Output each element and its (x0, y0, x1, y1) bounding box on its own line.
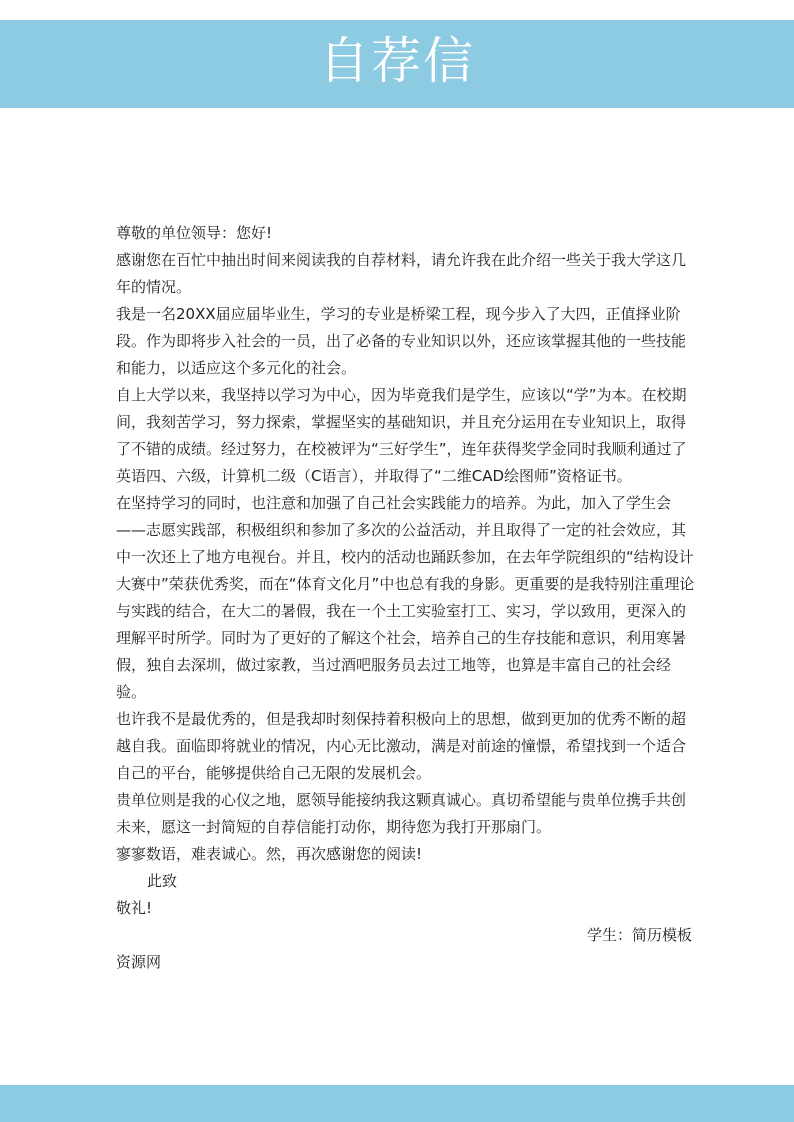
letter-closing-ci-zhi: 此致 (147, 872, 178, 890)
header-banner (0, 20, 794, 108)
letter-paragraph: 寥寥数语，难表诚心。然，再次感谢您的阅读! (116, 845, 423, 863)
page-title: 自荐信 (319, 32, 475, 90)
letter-paragraph: 感谢您在百忙中抽出时间来阅读我的自荐材料，请允许我在此介绍一些关于我大学这几年的情况。 (116, 251, 687, 296)
footer-banner (0, 1085, 794, 1122)
letter-body (116, 220, 696, 976)
letter-greeting: 尊敬的单位领导：您好! (116, 224, 273, 242)
letter-paragraph: 贵单位则是我的心仪之地，愿领导能接纳我这颗真诚心。真切希望能与贵单位携手共创未来，愿这一封简短的自荐信能打动你，期待您为我打开那扇门。 (116, 791, 687, 836)
letter-signature: 学生：简历模板 (586, 926, 692, 944)
letter-paragraph: 我是一名20XX届应届毕业生，学习的专业是桥梁工程，现今步入了大四，正值择业阶段。作为即将步入社会的一员，出了必备的专业知识以外，还应该掌握其他的一些技能和能力，以适应这个多元化的社会。 (116, 305, 687, 377)
letter-paragraph: 也许我不是最优秀的，但是我却时刻保持着积极向上的思想，做到更加的优秀不断的超越自我。面临即将就业的情况，内心无比激动，满是对前途的憧憬，希望找到一个适合自己的平台，能够提供给自己无限的发展机会。 (116, 710, 687, 782)
letter-footer-text: 资源网 (116, 953, 162, 971)
letter-paragraph: 自上大学以来，我坚持以学习为中心，因为毕竟我们是学生，应该以“学”为本。在校期间，我刻苦学习，努力探索，掌握坚实的基础知识，并且充分运用在专业知识上，取得了不错的成绩。经过努力，在校被评为“三好学生”，连年获得奖学金同时我顺利通过了英语四、六级，计算机二级（C语言），并取得了“二维CAD绘图师”资格证书。 (116, 386, 687, 485)
letter-paragraph: 在坚持学习的同时，也注意和加强了自己社会实践能力的培养。为此，加入了学生会——志愿实践部，积极组织和参加了多次的公益活动，并且取得了一定的社会效应，其中一次还上了地方电视台。并且，校内的活动也踊跃参加，在去年学院组织的“结构设计大赛中”荣获优秀奖，而在“体育文化月”中也总有我的身影。更重要的是我特别注重理论与实践的结合，在大二的暑假，我在一个土工实验室打工、实习，学以致用，更深入的理解平时所学。同时为了更好的了解这个社会，培养自己的生存技能和意识，利用寒暑假，独自去深圳，做过家教，当过酒吧服务员去过工地等，也算是丰富自己的社会经验。 (116, 494, 695, 701)
letter-closing-jing-li: 敬礼! (116, 899, 153, 917)
